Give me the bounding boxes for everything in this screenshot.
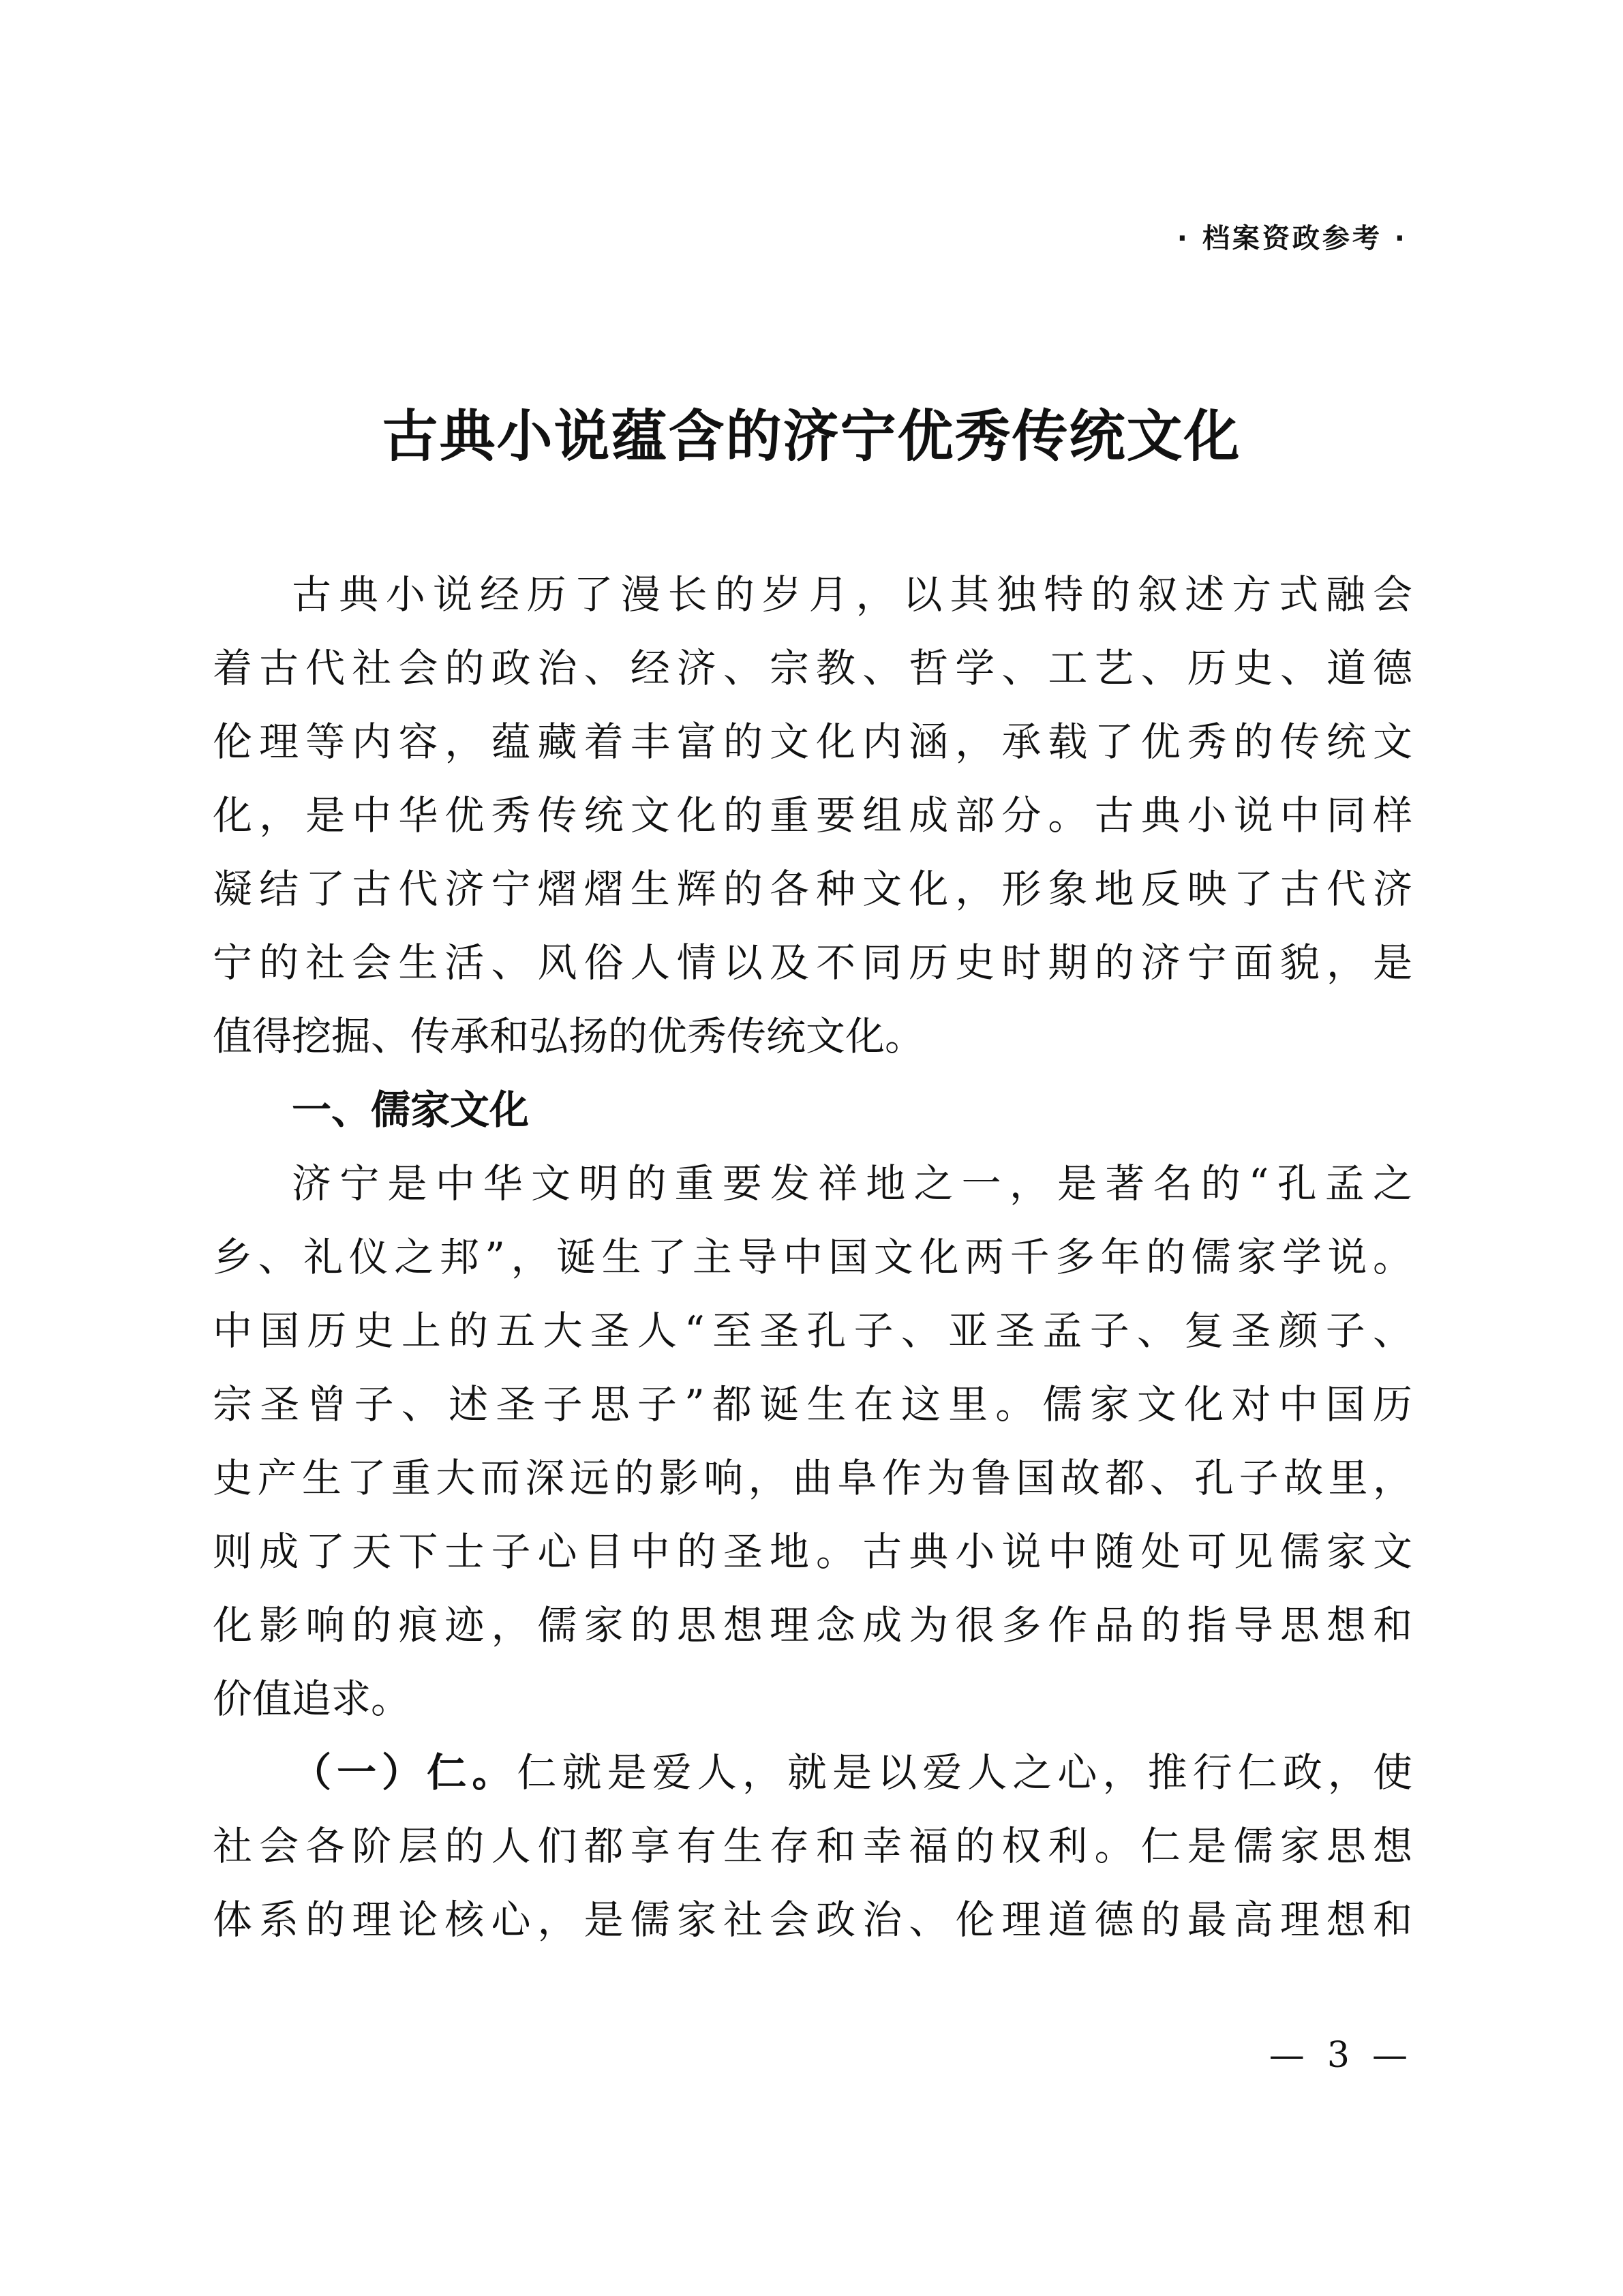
document-body <box>213 558 1412 1957</box>
page-number: — 3 — <box>1269 2035 1408 2076</box>
paragraph-line <box>213 1736 1412 1809</box>
paragraph-line: 宗圣曾子、述圣子思子”都诞生在这里。儒家文化对中国历 <box>213 1381 1412 1428</box>
paragraph-line: 乡、礼仪之邦”，诞生了主导中国文化两千多年的儒家学说。 <box>213 1234 1412 1280</box>
paragraph-line: 古典小说经历了漫长的岁月，以其独特的叙述方式融会 <box>292 571 1412 618</box>
paragraph-line: 值得挖掘、传承和弘扬的优秀传统文化。 <box>213 1013 925 1059</box>
paragraph-line: 着古代社会的政治、经济、宗教、哲学、工艺、历史、道德 <box>213 645 1412 691</box>
paragraph-line: 济宁是中华文明的重要发祥地之一，是著名的“孔孟之 <box>292 1160 1412 1207</box>
document-title: 古典小说蕴含的济宁优秀传统文化 <box>382 404 1241 469</box>
paragraph-line: 伦理等内容，蕴藏着丰富的文化内涵，承载了优秀的传统文 <box>213 719 1412 765</box>
paragraph-line: 凝结了古代济宁熠熠生辉的各种文化，形象地反映了古代济 <box>213 866 1412 912</box>
subsection-lead: （一）仁。 <box>292 1749 517 1796</box>
paragraph-line: 宁的社会生活、风俗人情以及不同历史时期的济宁面貌，是 <box>213 939 1412 986</box>
paragraph-line: 化，是中华优秀传统文化的重要组成部分。古典小说中同样 <box>213 792 1412 839</box>
paragraph-line: 体系的理论核心，是儒家社会政治、伦理道德的最高理想和 <box>213 1897 1412 1943</box>
paragraph-line: 化影响的痕迹，儒家的思想理念成为很多作品的指导思想和 <box>213 1602 1412 1648</box>
paragraph-line: 社会各阶层的人们都享有生存和幸福的权利。仁是儒家思想 <box>213 1823 1412 1869</box>
paragraph-line: 史产生了重大而深远的影响，曲阜作为鲁国故都、孔子故里， <box>213 1455 1412 1501</box>
paragraph-text: 仁就是爱人，就是以爱人之心，推行仁政，使 <box>517 1749 1412 1796</box>
section-heading: 一、儒家文化 <box>292 1087 530 1133</box>
header-tag: · 档案资政参考 · <box>1177 223 1408 254</box>
paragraph-line: 中国历史上的五大圣人“至圣孔子、亚圣孟子、复圣颜子、 <box>213 1308 1412 1354</box>
paragraph-line: 则成了天下士子心目中的圣地。古典小说中随处可见儒家文 <box>213 1528 1412 1575</box>
paragraph-line: 价值追求。 <box>213 1676 411 1722</box>
